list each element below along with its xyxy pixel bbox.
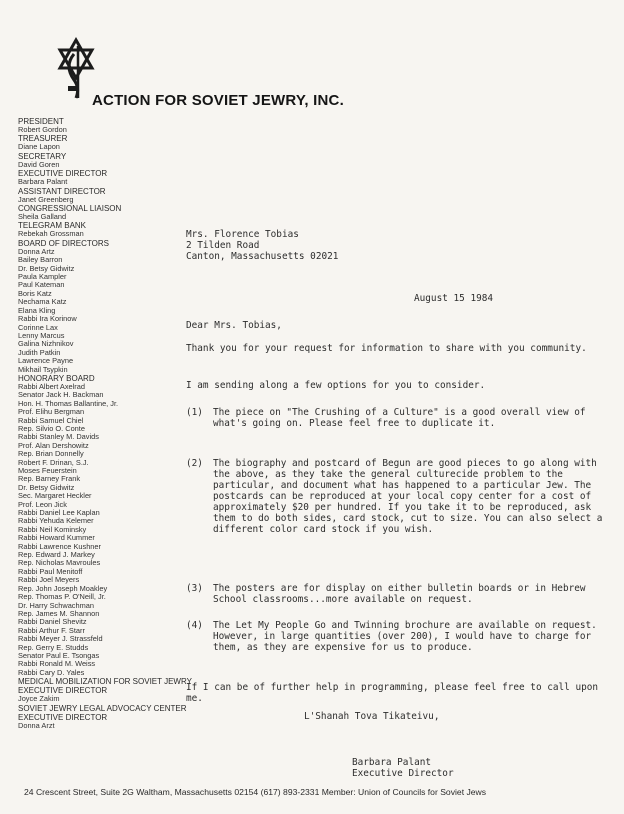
sidebar-person: Senator Jack H. Backman — [18, 390, 104, 400]
sidebar-person: Prof. Alan Dershowitz — [18, 440, 89, 450]
sidebar-person: Rep. Gerry E. Studds — [18, 642, 89, 652]
sidebar-person: Rep. Thomas P. O'Neill, Jr. — [18, 592, 106, 602]
sidebar-person: Corinne Lax — [18, 322, 58, 332]
sidebar-role: TREASURER — [18, 134, 68, 144]
sidebar-person: Janet Greenberg — [18, 194, 74, 204]
sidebar-person: Hon. H. Thomas Ballantine, Jr. — [18, 398, 119, 408]
sidebar-role: CONGRESSIONAL LIAISON — [18, 204, 122, 214]
sidebar-person: Barbara Palant — [18, 177, 68, 187]
sidebar-person: Rep. Barney Frank — [18, 474, 81, 484]
sidebar-role: EXECUTIVE DIRECTOR — [18, 712, 108, 722]
sidebar-person: Judith Patkin — [18, 347, 61, 357]
sidebar-role: EXECUTIVE DIRECTOR — [18, 169, 108, 179]
item-number: (1) — [186, 407, 203, 418]
sidebar-role: HONORARY BOARD — [18, 373, 95, 383]
sidebar-person: Boris Katz — [18, 288, 52, 298]
sidebar-person: Prof. Elihu Bergman — [18, 407, 85, 417]
sidebar-person: Sheila Galland — [18, 212, 67, 222]
sidebar-role: EXECUTIVE DIRECTOR — [18, 686, 108, 696]
sidebar-person: Rabbi Howard Kummer — [18, 533, 95, 543]
sidebar-person: Rabbi Paul Menitoff — [18, 566, 83, 576]
sidebar-role: BOARD OF DIRECTORS — [18, 238, 109, 248]
sidebar-person: Joyce Zakim — [18, 694, 60, 704]
sidebar-person: Rep. Nicholas Mavroules — [18, 558, 101, 568]
sidebar-person: Rabbi Daniel Shevitz — [18, 617, 87, 627]
sidebar-person: Prof. Leon Jick — [18, 499, 67, 509]
sidebar-person: Rep. John Joseph Moakley — [18, 583, 108, 593]
signer-name: Barbara Palant — [352, 757, 432, 768]
item-number: (2) — [186, 458, 203, 469]
sidebar-person: Dr. Harry Schwachman — [18, 600, 94, 610]
list-item — [186, 407, 611, 429]
sidebar-person: Robert Gordon — [18, 125, 67, 134]
sidebar-person: Diane Lapon — [18, 142, 60, 152]
sidebar-person: Rabbi Meyer J. Strassfeld — [18, 634, 103, 644]
signer-title: Executive Director — [352, 768, 454, 779]
sidebar-person: Lawrence Payne — [18, 356, 74, 366]
sidebar-person: Rebekah Grossman — [18, 229, 84, 239]
sidebar-role: MEDICAL MOBILIZATION FOR SOVIET JEWRY — [18, 677, 192, 687]
sidebar-person: Dr. Betsy Gidwitz — [18, 482, 75, 492]
sidebar-person: Rabbi Daniel Lee Kaplan — [18, 508, 100, 518]
intro-paragraph: Thank you for your request for information to share with you community. — [186, 343, 587, 354]
sidebar-person: Lenny Marcus — [18, 330, 65, 340]
sidebar-person: Paul Kateman — [18, 280, 65, 290]
sidebar-role: SOVIET JEWRY LEGAL ADVOCACY CENTER — [18, 703, 187, 713]
sidebar-person: Paula Kampler — [18, 272, 67, 282]
recipient-line: 2 Tilden Road — [186, 240, 260, 251]
sidebar-person: Nechama Katz — [18, 297, 67, 307]
sidebar-person: Bailey Barron — [18, 255, 63, 265]
item-number: (3) — [186, 583, 203, 594]
closing: L'Shanah Tova Tikateivu, — [304, 711, 440, 722]
sidebar-role: SECRETARY — [18, 151, 67, 161]
sidebar-person: Rep. James M. Shannon — [18, 608, 100, 618]
item-text: The piece on "The Crushing of a Culture" is a good overall view of what's going on. Please feel free to duplicate it. — [213, 407, 586, 429]
sidebar-person: David Goren — [18, 159, 60, 169]
sidebar-person: Rabbi Cary D. Yales — [18, 667, 85, 677]
sidebar-person: Donna Arzt — [18, 720, 55, 730]
sidebar-person: Rabbi Neil Kominsky — [18, 524, 87, 534]
sidebar-person: Rabbi Lawrence Kushner — [18, 541, 101, 551]
sidebar-role: ASSISTANT DIRECTOR — [18, 186, 106, 196]
sidebar-person: Galina Nizhnikov — [18, 339, 74, 349]
sidebar-person: Robert F. Drinan, S.J. — [18, 457, 89, 467]
recipient-line: Canton, Massachusetts 02021 — [186, 251, 339, 262]
sidebar-person: Rabbi Joel Meyers — [18, 575, 80, 585]
item-text: The posters are for display on either bulletin boards or in Hebrew School classrooms...more available on request. — [213, 583, 586, 605]
signature-block — [352, 757, 454, 779]
letter-body — [186, 229, 611, 779]
sidebar-roster — [18, 117, 192, 730]
sidebar-person: Rep. Silvio O. Conte — [18, 423, 85, 433]
item-text: The Let My People Go and Twinning brochure are available on request. However, in large quantities (over 200), I would have to charge for them, as they are expensive for us to produce. — [213, 620, 597, 653]
letterhead-footer: 24 Crescent Street, Suite 2G Waltham, Massachusetts 02154 (617) 893-2331 Member: Union of Councils for Soviet Jews — [24, 787, 487, 797]
sidebar-person: Sec. Margaret Heckler — [18, 491, 92, 501]
list-item — [186, 583, 611, 605]
sidebar-person: Moses Feuerstein — [18, 466, 77, 475]
salutation: Dear Mrs. Tobias, — [186, 320, 282, 331]
sidebar-person: Rabbi Stanley M. Davids — [18, 432, 99, 442]
sidebar-person: Rabbi Ronald M. Weiss — [18, 659, 96, 669]
sidebar-person: Rabbi Yehuda Kelemer — [18, 516, 94, 526]
list-item — [186, 458, 611, 535]
sidebar-person: Mikhail Tsypkin — [18, 364, 68, 374]
sidebar-person: Rabbi Arthur F. Starr — [18, 625, 85, 635]
sidebar-person: Elana Kling — [18, 305, 56, 315]
sidebar-person: Rabbi Ira Korinow — [18, 314, 77, 324]
sidebar-person: Dr. Betsy Gidwitz — [18, 263, 75, 273]
sidebar-person: Rabbi Samuel Chiel — [18, 415, 84, 425]
org-name: ACTION FOR SOVIET JEWRY, INC. — [92, 92, 344, 109]
recipient-address — [186, 229, 611, 262]
sidebar-person: Rep. Brian Donnelly — [18, 449, 84, 459]
recipient-line: Mrs. Florence Tobias — [186, 229, 299, 240]
further-help-paragraph: If I can be of further help in programming, please feel free to call upon me. — [186, 682, 599, 704]
sidebar-person: Donna Artz — [18, 246, 55, 256]
sidebar-role: PRESIDENT — [18, 117, 64, 126]
letter-date: August 15 1984 — [414, 293, 494, 304]
list-item — [186, 620, 611, 653]
item-number: (4) — [186, 620, 203, 631]
sidebar-person: Rep. Edward J. Markey — [18, 550, 95, 560]
item-text: The biography and postcard of Begun are good pieces to go along with the above, as they take the general culturecide problem to the particular, and document what has happened to a particular Jew. The postcards can be reproduced at your local copy center for a cost of approximately $20 per hundred. If you take it to be reproduced, ask them to do both sides, card stock, cut to size. You can also select a different color card stock if you wish. — [213, 458, 603, 535]
options-intro: I am sending along a few options for you to consider. — [186, 380, 486, 391]
sidebar-person: Senator Paul E. Tsongas — [18, 650, 100, 660]
sidebar-role: TELEGRAM BANK — [18, 221, 87, 231]
sidebar-person: Rabbi Albert Axelrad — [18, 381, 85, 391]
